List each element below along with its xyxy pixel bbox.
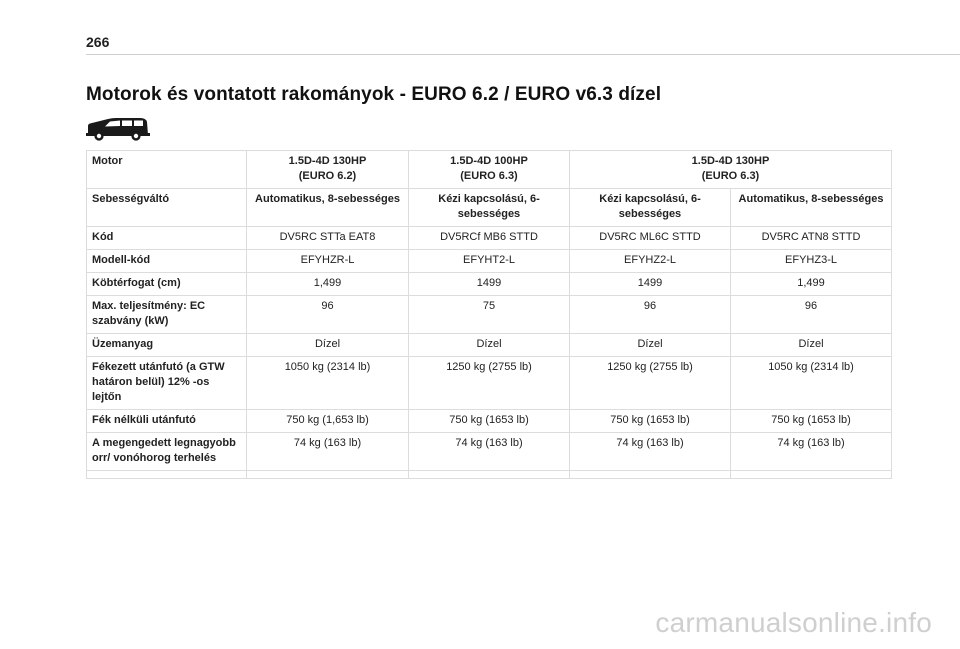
row-value: DV5RC ATN8 STTD	[731, 227, 892, 250]
row-value: 74 kg (163 lb)	[409, 433, 570, 471]
row-value	[247, 471, 409, 479]
header-engine-2: 1.5D-4D 100HP (EURO 6.3)	[409, 151, 570, 189]
header-engine-1: 1.5D-4D 130HP (EURO 6.2)	[247, 151, 409, 189]
row-value: 74 kg (163 lb)	[570, 433, 731, 471]
watermark: carmanualsonline.info	[655, 607, 932, 638]
row-value: 750 kg (1653 lb)	[570, 410, 731, 433]
row-value: 1050 kg (2314 lb)	[731, 357, 892, 410]
table-row	[87, 471, 892, 479]
row-value	[409, 471, 570, 479]
row-value: Kézi kapcsolású, 6-sebességes	[570, 189, 731, 227]
row-value: DV5RC ML6C STTD	[570, 227, 731, 250]
table-row	[87, 334, 892, 357]
table-row	[87, 433, 892, 471]
row-value: 1250 kg (2755 lb)	[409, 357, 570, 410]
row-value: Dízel	[731, 334, 892, 357]
row-value: 1050 kg (2314 lb)	[247, 357, 409, 410]
table-row	[87, 296, 892, 334]
row-value	[570, 471, 731, 479]
row-value: 750 kg (1653 lb)	[409, 410, 570, 433]
row-value: EFYHZR-L	[247, 250, 409, 273]
row-label: Fék nélküli utánfutó	[87, 410, 247, 433]
row-value: EFYHZ3-L	[731, 250, 892, 273]
row-value: 750 kg (1653 lb)	[731, 410, 892, 433]
row-value: 96	[731, 296, 892, 334]
row-value: Dízel	[570, 334, 731, 357]
row-value: DV5RCf MB6 STTD	[409, 227, 570, 250]
row-value: 96	[247, 296, 409, 334]
header-divider	[86, 54, 960, 55]
row-label: A megengedett legnagyobb orr/ vonóhorog terhelés	[87, 433, 247, 471]
row-value: DV5RC STTa EAT8	[247, 227, 409, 250]
header-label-motor: Motor	[87, 151, 247, 189]
table-row	[87, 273, 892, 296]
row-value: Kézi kapcsolású, 6-sebességes	[409, 189, 570, 227]
row-value: Automatikus, 8-sebességes	[731, 189, 892, 227]
row-value: 1499	[409, 273, 570, 296]
row-value: 750 kg (1,653 lb)	[247, 410, 409, 433]
row-value: 96	[570, 296, 731, 334]
row-value: EFYHT2-L	[409, 250, 570, 273]
row-value	[731, 471, 892, 479]
page-title: Motorok és vontatott rakományok - EURO 6.2 / EURO v6.3 dízel	[86, 84, 662, 105]
table-row	[87, 189, 892, 227]
row-value: Automatikus, 8-sebességes	[247, 189, 409, 227]
row-label: Üzemanyag	[87, 334, 247, 357]
row-value: 75	[409, 296, 570, 334]
row-value: 74 kg (163 lb)	[247, 433, 409, 471]
engine-spec-table	[86, 150, 892, 479]
header-engine-3: 1.5D-4D 130HP (EURO 6.3)	[570, 151, 892, 189]
row-value: 1,499	[731, 273, 892, 296]
row-label	[87, 471, 247, 479]
row-label: Modell-kód	[87, 250, 247, 273]
row-label: Max. teljesítmény: EC szabvány (kW)	[87, 296, 247, 334]
row-label: Kód	[87, 227, 247, 250]
row-label: Fékezett utánfutó (a GTW határon belül) 12% -os lejtőn	[87, 357, 247, 410]
row-value: 1,499	[247, 273, 409, 296]
row-value: 74 kg (163 lb)	[731, 433, 892, 471]
row-value: EFYHZ2-L	[570, 250, 731, 273]
row-value: Dízel	[247, 334, 409, 357]
table-row	[87, 250, 892, 273]
page-number: 266	[86, 34, 110, 50]
row-label: Sebességváltó	[87, 189, 247, 227]
van-icon	[86, 115, 150, 141]
table-row	[87, 357, 892, 410]
row-label: Köbtérfogat (cm)	[87, 273, 247, 296]
row-value: 1250 kg (2755 lb)	[570, 357, 731, 410]
table-row	[87, 410, 892, 433]
row-value: 1499	[570, 273, 731, 296]
row-value: Dízel	[409, 334, 570, 357]
table-row	[87, 227, 892, 250]
table-header-row	[87, 151, 892, 189]
